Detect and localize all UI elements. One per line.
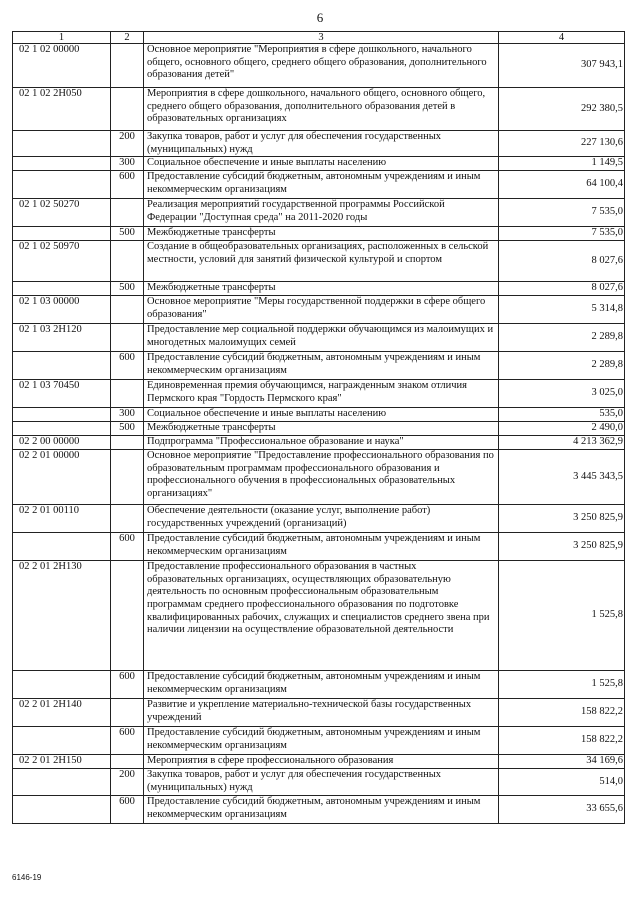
table-row	[13, 324, 625, 352]
row-expense-type: 300	[111, 157, 144, 171]
row-code: 02 1 03 00000	[13, 296, 111, 324]
header-col-3: 3	[144, 32, 499, 44]
table-row	[13, 380, 625, 408]
row-code: 02 2 01 2Н140	[13, 699, 111, 727]
row-expense-type	[111, 505, 144, 533]
table-row	[13, 561, 625, 671]
row-code	[13, 533, 111, 561]
table-row	[13, 282, 625, 296]
row-code	[13, 131, 111, 157]
budget-table	[12, 31, 625, 824]
row-code	[13, 227, 111, 241]
table-header-row	[13, 32, 625, 44]
row-code: 02 1 03 70450	[13, 380, 111, 408]
row-expense-type	[111, 436, 144, 450]
row-amount: 8 027,6	[499, 282, 625, 296]
row-name: Предоставление субсидий бюджетным, автономным учреждениям и иным некоммерческим организациям	[144, 727, 499, 755]
row-amount: 8 027,6	[499, 241, 625, 282]
table-row	[13, 699, 625, 727]
header-col-4: 4	[499, 32, 625, 44]
row-expense-type: 200	[111, 131, 144, 157]
row-code	[13, 671, 111, 699]
row-code	[13, 769, 111, 796]
page-number: 6	[316, 10, 324, 25]
row-code: 02 2 01 2Н130	[13, 561, 111, 671]
table-row	[13, 755, 625, 769]
table-row	[13, 796, 625, 824]
row-amount: 5 314,8	[499, 296, 625, 324]
row-amount: 1 525,8	[499, 671, 625, 699]
row-name: Единовременная премия обучающимся, награжденным знаком отличия Пермского края "Гордость Пермского края"	[144, 380, 499, 408]
table-row	[13, 422, 625, 436]
row-expense-type: 600	[111, 727, 144, 755]
row-amount: 3 025,0	[499, 380, 625, 408]
table-row	[13, 131, 625, 157]
row-expense-type	[111, 561, 144, 671]
row-expense-type	[111, 296, 144, 324]
row-amount: 1 149,5	[499, 157, 625, 171]
row-amount: 3 250 825,9	[499, 533, 625, 561]
row-expense-type: 600	[111, 671, 144, 699]
header-col-2: 2	[111, 32, 144, 44]
row-name: Социальное обеспечение и иные выплаты населению	[144, 157, 499, 171]
row-name: Закупка товаров, работ и услуг для обеспечения государственных (муниципальных) нужд	[144, 131, 499, 157]
row-amount: 307 943,1	[499, 44, 625, 88]
row-expense-type	[111, 88, 144, 131]
row-amount: 1 525,8	[499, 561, 625, 671]
row-expense-type: 600	[111, 352, 144, 380]
table-row	[13, 769, 625, 796]
row-name: Подпрограмма "Профессиональное образование и наука"	[144, 436, 499, 450]
table-row	[13, 171, 625, 199]
row-code: 02 2 01 2Н150	[13, 755, 111, 769]
row-name: Предоставление субсидий бюджетным, автономным учреждениям и иным некоммерческим организациям	[144, 171, 499, 199]
table-row	[13, 352, 625, 380]
row-code: 02 2 01 00000	[13, 450, 111, 505]
table-row	[13, 227, 625, 241]
row-code	[13, 352, 111, 380]
table-row	[13, 296, 625, 324]
table-row	[13, 505, 625, 533]
row-expense-type	[111, 450, 144, 505]
row-expense-type: 500	[111, 422, 144, 436]
row-amount: 7 535,0	[499, 227, 625, 241]
row-code	[13, 171, 111, 199]
table-row	[13, 533, 625, 561]
row-name: Создание в общеобразовательных организациях, расположенных в сельской местности, условий для занятий физической культурой и спортом	[144, 241, 499, 282]
row-amount: 34 169,6	[499, 755, 625, 769]
row-amount: 535,0	[499, 408, 625, 422]
row-code: 02 2 00 00000	[13, 436, 111, 450]
row-expense-type	[111, 199, 144, 227]
row-expense-type: 600	[111, 533, 144, 561]
row-name: Основное мероприятие "Мероприятия в сфере дошкольного, начального общего, основного общего, среднего общего образования, дополнительного образования детей"	[144, 44, 499, 88]
row-amount: 3 445 343,5	[499, 450, 625, 505]
table-row	[13, 408, 625, 422]
row-name: Межбюджетные трансферты	[144, 227, 499, 241]
row-expense-type	[111, 241, 144, 282]
row-amount: 514,0	[499, 769, 625, 796]
row-name: Предоставление субсидий бюджетным, автономным учреждениям и иным некоммерческим организациям	[144, 352, 499, 380]
row-name: Мероприятия в сфере профессионального образования	[144, 755, 499, 769]
row-expense-type: 300	[111, 408, 144, 422]
row-amount: 3 250 825,9	[499, 505, 625, 533]
row-name: Основное мероприятие "Предоставление профессионального образования по образовательным программам профессионального образования и профессионального обучения в профессиональных образовательных организациях"	[144, 450, 499, 505]
table-row	[13, 450, 625, 505]
row-name: Предоставление мер социальной поддержки обучающимся из малоимущих и многодетных малоимущих семей	[144, 324, 499, 352]
row-expense-type	[111, 755, 144, 769]
row-code	[13, 408, 111, 422]
row-name: Предоставление профессионального образования в частных образовательных организациях, осуществляющих образовательную деятельность по основным профессиональным образовательным программам среднего профессионального образования по подготовке квалифицированных рабочих, служащих и специалистов среднего звена при наличии лицензии на осуществление образовательной деятельности	[144, 561, 499, 671]
row-amount: 33 655,6	[499, 796, 625, 824]
row-expense-type: 500	[111, 282, 144, 296]
row-amount: 4 213 362,9	[499, 436, 625, 450]
row-name: Социальное обеспечение и иные выплаты населению	[144, 408, 499, 422]
row-name: Мероприятия в сфере дошкольного, начального общего, основного общего, среднего общего образования, дополнительного образования детей в образовательных организациях	[144, 88, 499, 131]
table-row	[13, 436, 625, 450]
row-name: Основное мероприятие "Меры государственной поддержки в сфере общего образования"	[144, 296, 499, 324]
row-expense-type: 600	[111, 796, 144, 824]
row-name: Реализация мероприятий государственной программы Российской Федерации "Доступная среда" на 2011-2020 годы	[144, 199, 499, 227]
row-name: Закупка товаров, работ и услуг для обеспечения государственных (муниципальных) нужд	[144, 769, 499, 796]
row-amount: 227 130,6	[499, 131, 625, 157]
row-amount: 2 289,8	[499, 324, 625, 352]
footer-code: 6146-19	[12, 873, 42, 882]
row-code	[13, 422, 111, 436]
row-name: Межбюджетные трансферты	[144, 422, 499, 436]
row-code	[13, 796, 111, 824]
row-amount: 2 490,0	[499, 422, 625, 436]
row-name: Предоставление субсидий бюджетным, автономным учреждениям и иным некоммерческим организациям	[144, 796, 499, 824]
row-code	[13, 727, 111, 755]
row-code	[13, 282, 111, 296]
row-code: 02 1 03 2Н120	[13, 324, 111, 352]
row-expense-type	[111, 44, 144, 88]
row-amount: 158 822,2	[499, 699, 625, 727]
row-amount: 2 289,8	[499, 352, 625, 380]
row-expense-type: 500	[111, 227, 144, 241]
row-amount: 7 535,0	[499, 199, 625, 227]
row-code: 02 1 02 50270	[13, 199, 111, 227]
table-row	[13, 671, 625, 699]
row-name: Предоставление субсидий бюджетным, автономным учреждениям и иным некоммерческим организациям	[144, 533, 499, 561]
row-amount: 64 100,4	[499, 171, 625, 199]
row-name: Обеспечение деятельности (оказание услуг, выполнение работ) государственных учреждений (организаций)	[144, 505, 499, 533]
row-code: 02 2 01 00110	[13, 505, 111, 533]
row-name: Предоставление субсидий бюджетным, автономным учреждениям и иным некоммерческим организациям	[144, 671, 499, 699]
row-expense-type: 600	[111, 171, 144, 199]
table-row	[13, 44, 625, 88]
row-code	[13, 157, 111, 171]
row-code: 02 1 02 2Н050	[13, 88, 111, 131]
row-expense-type	[111, 380, 144, 408]
table-row	[13, 157, 625, 171]
row-code: 02 1 02 50970	[13, 241, 111, 282]
table-row	[13, 88, 625, 131]
row-code: 02 1 02 00000	[13, 44, 111, 88]
row-expense-type	[111, 324, 144, 352]
header-col-1: 1	[13, 32, 111, 44]
row-name: Межбюджетные трансферты	[144, 282, 499, 296]
row-amount: 292 380,5	[499, 88, 625, 131]
table-row	[13, 241, 625, 282]
row-expense-type	[111, 699, 144, 727]
row-expense-type: 200	[111, 769, 144, 796]
row-amount: 158 822,2	[499, 727, 625, 755]
row-name: Развитие и укрепление материально-технической базы государственных учреждений	[144, 699, 499, 727]
table-row	[13, 199, 625, 227]
table-row	[13, 727, 625, 755]
